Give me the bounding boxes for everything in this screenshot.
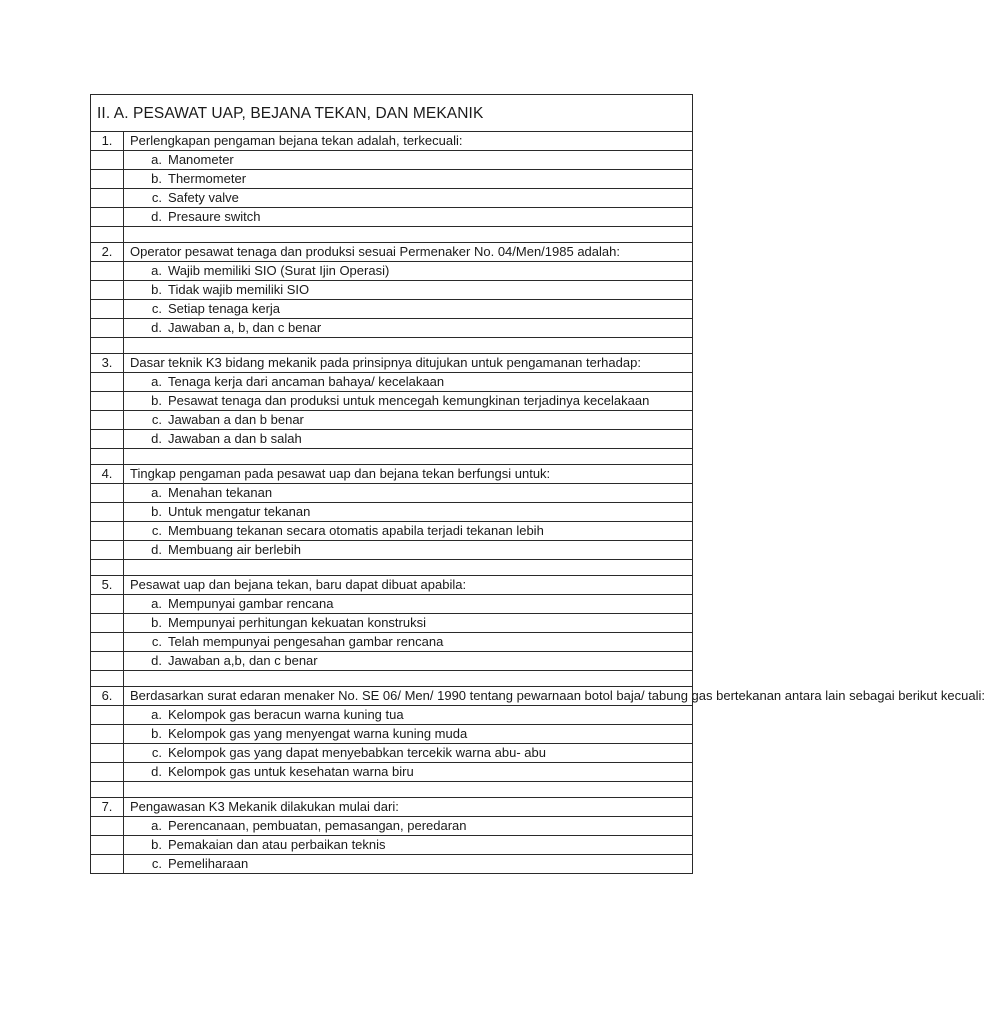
option-letter: d.: [151, 320, 162, 335]
spacer-row: [91, 782, 693, 798]
option-number-cell: [91, 151, 124, 170]
option-letter: a.: [151, 707, 162, 722]
option-row: [91, 430, 693, 449]
option-row: [91, 189, 693, 208]
option-row: [91, 725, 693, 744]
option-text: Thermometer: [168, 171, 247, 186]
option-number-cell: [91, 652, 124, 671]
option-letter: c.: [151, 856, 162, 871]
option-letter: d.: [151, 764, 162, 779]
option-number-cell: [91, 725, 124, 744]
section-title-row: [91, 95, 693, 132]
option-row: [91, 595, 693, 614]
question-number: 3.: [91, 354, 124, 373]
spacer-row: [91, 338, 693, 354]
option-text: Mempunyai gambar rencana: [168, 596, 334, 611]
option-number-cell: [91, 319, 124, 338]
spacer-row: [91, 449, 693, 465]
option-letter: d.: [151, 653, 162, 668]
option-number-cell: [91, 614, 124, 633]
option-number-cell: [91, 392, 124, 411]
option-text: Tidak wajib memiliki SIO: [168, 282, 310, 297]
option-number-cell: [91, 522, 124, 541]
option-number-cell: [91, 541, 124, 560]
option-number-cell: [91, 595, 124, 614]
option-text: Menahan tekanan: [168, 485, 273, 500]
option-row: [91, 652, 693, 671]
option-row: [91, 744, 693, 763]
option-number-cell: [91, 208, 124, 227]
option-number-cell: [91, 430, 124, 449]
option-number-cell: [91, 373, 124, 392]
question-text: Tingkap pengaman pada pesawat uap dan bejana tekan berfungsi untuk:: [130, 466, 551, 481]
option-row: [91, 855, 693, 874]
option-text: Telah mempunyai pengesahan gambar rencana: [168, 634, 444, 649]
option-number-cell: [91, 633, 124, 652]
question-number: 5.: [91, 576, 124, 595]
option-letter: b.: [151, 393, 162, 408]
option-text: Setiap tenaga kerja: [168, 301, 281, 316]
option-letter: b.: [151, 504, 162, 519]
option-letter: c.: [151, 523, 162, 538]
option-letter: a.: [151, 152, 162, 167]
question-number: 1.: [91, 132, 124, 151]
option-row: [91, 373, 693, 392]
option-number-cell: [91, 484, 124, 503]
question-row: [91, 687, 693, 706]
option-number-cell: [91, 170, 124, 189]
option-letter: b.: [151, 615, 162, 630]
option-letter: a.: [151, 818, 162, 833]
question-row: [91, 132, 693, 151]
question-row: [91, 243, 693, 262]
option-text: Wajib memiliki SIO (Surat Ijin Operasi): [168, 263, 390, 278]
option-row: [91, 484, 693, 503]
question-text: Operator pesawat tenaga dan produksi sesuai Permenaker No. 04/Men/1985 adalah:: [130, 244, 620, 259]
option-letter: c.: [151, 634, 162, 649]
option-number-cell: [91, 763, 124, 782]
option-letter: a.: [151, 485, 162, 500]
question-number: 4.: [91, 465, 124, 484]
option-row: [91, 763, 693, 782]
option-text: Manometer: [168, 152, 234, 167]
option-text: Tenaga kerja dari ancaman bahaya/ kecelakaan: [168, 374, 445, 389]
option-letter: a.: [151, 596, 162, 611]
option-number-cell: [91, 300, 124, 319]
spacer-row: [91, 227, 693, 243]
option-text: Mempunyai perhitungan kekuatan konstruksi: [168, 615, 426, 630]
option-letter: d.: [151, 542, 162, 557]
option-text: Pesawat tenaga dan produksi untuk mencegah kemungkinan terjadinya kecelakaan: [168, 393, 650, 408]
option-number-cell: [91, 706, 124, 725]
option-number-cell: [91, 503, 124, 522]
option-number-cell: [91, 744, 124, 763]
option-text: Safety valve: [168, 190, 239, 205]
option-row: [91, 633, 693, 652]
option-row: [91, 817, 693, 836]
option-number-cell: [91, 411, 124, 430]
option-text: Membuang air berlebih: [168, 542, 301, 557]
option-text: Jawaban a, b, dan c benar: [168, 320, 322, 335]
option-text: Kelompok gas yang menyengat warna kuning muda: [168, 726, 468, 741]
question-text: Dasar teknik K3 bidang mekanik pada prinsipnya ditujukan untuk pengamanan terhadap:: [130, 355, 641, 370]
option-letter: c.: [151, 190, 162, 205]
option-letter: c.: [151, 412, 162, 427]
option-letter: c.: [151, 745, 162, 760]
option-number-cell: [91, 855, 124, 874]
spacer-row: [91, 671, 693, 687]
option-letter: a.: [151, 263, 162, 278]
option-row: [91, 281, 693, 300]
question-row: [91, 576, 693, 595]
question-number: 6.: [91, 687, 124, 706]
option-text: Membuang tekanan secara otomatis apabila terjadi tekanan lebih: [168, 523, 544, 538]
spacer-row: [91, 560, 693, 576]
option-row: [91, 319, 693, 338]
option-letter: c.: [151, 301, 162, 316]
option-row: [91, 522, 693, 541]
option-letter: b.: [151, 171, 162, 186]
option-text: Pemakaian dan atau perbaikan teknis: [168, 837, 386, 852]
option-letter: b.: [151, 282, 162, 297]
option-letter: a.: [151, 374, 162, 389]
question-number: 7.: [91, 798, 124, 817]
option-row: [91, 541, 693, 560]
option-row: [91, 836, 693, 855]
option-text: Untuk mengatur tekanan: [168, 504, 311, 519]
option-text: Jawaban a dan b benar: [168, 412, 304, 427]
option-text: Presaure switch: [168, 209, 261, 224]
option-row: [91, 503, 693, 522]
question-number: 2.: [91, 243, 124, 262]
option-letter: b.: [151, 726, 162, 741]
question-table: [90, 94, 985, 874]
option-text: Jawaban a dan b salah: [168, 431, 302, 446]
question-text: Berdasarkan surat edaran menaker No. SE 06/ Men/ 1990 tentang pewarnaan botol baja/ tabung gas bertekanan antara lain sebagai berikut kecuali:: [130, 688, 985, 703]
option-row: [91, 392, 693, 411]
option-row: [91, 411, 693, 430]
option-row: [91, 208, 693, 227]
question-row: [91, 798, 693, 817]
option-row: [91, 151, 693, 170]
option-row: [91, 706, 693, 725]
option-number-cell: [91, 189, 124, 208]
option-letter: b.: [151, 837, 162, 852]
question-row: [91, 465, 693, 484]
section-title: II. A. PESAWAT UAP, BEJANA TEKAN, DAN MEKANIK: [97, 105, 484, 122]
question-text: Perlengkapan pengaman bejana tekan adalah, terkecuali:: [130, 133, 463, 148]
option-text: Kelompok gas beracun warna kuning tua: [168, 707, 404, 722]
option-text: Jawaban a,b, dan c benar: [168, 653, 318, 668]
option-letter: d.: [151, 431, 162, 446]
option-text: Perencanaan, pembuatan, pemasangan, peredaran: [168, 818, 467, 833]
option-number-cell: [91, 281, 124, 300]
option-text: Kelompok gas yang dapat menyebabkan tercekik warna abu- abu: [168, 745, 546, 760]
question-text: Pengawasan K3 Mekanik dilakukan mulai dari:: [130, 799, 399, 814]
question-row: [91, 354, 693, 373]
option-letter: d.: [151, 209, 162, 224]
option-row: [91, 614, 693, 633]
option-text: Pemeliharaan: [168, 856, 249, 871]
option-number-cell: [91, 262, 124, 281]
option-row: [91, 262, 693, 281]
option-number-cell: [91, 836, 124, 855]
option-text: Kelompok gas untuk kesehatan warna biru: [168, 764, 414, 779]
option-row: [91, 300, 693, 319]
question-text: Pesawat uap dan bejana tekan, baru dapat dibuat apabila:: [130, 577, 467, 592]
option-row: [91, 170, 693, 189]
option-number-cell: [91, 817, 124, 836]
